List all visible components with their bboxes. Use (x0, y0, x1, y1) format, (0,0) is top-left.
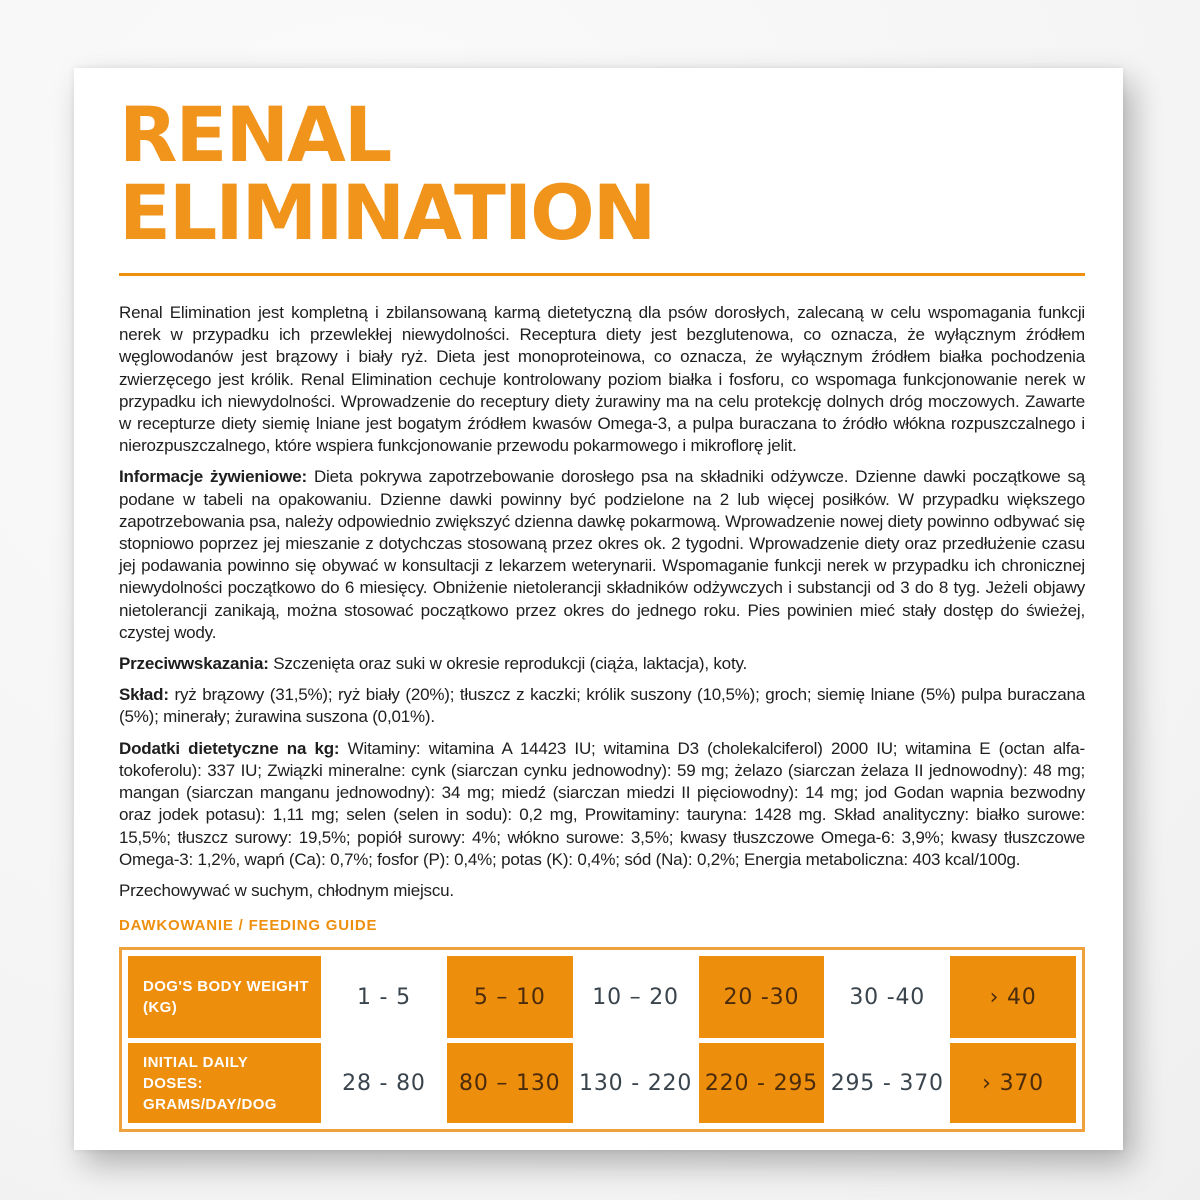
nutrition-paragraph (119, 466, 1085, 644)
table-row-header-body-weight: DOG'S BODY WEIGHT (KG) (128, 956, 321, 1038)
weight-range-cell: 30 -40 (824, 956, 950, 1038)
additives-paragraph (119, 738, 1085, 871)
dose-range-cell: 130 - 220 (573, 1043, 699, 1123)
dose-range-cell: › 370 (950, 1043, 1076, 1123)
contraindications-label: Przeciwwskazania: (119, 654, 269, 674)
dose-range-cell: 220 - 295 (699, 1043, 825, 1123)
weight-range-cell: › 40 (950, 956, 1076, 1038)
contraindications-text: Szczenięta oraz suki w okresie reprodukcji (ciąża, laktacja), koty. (273, 654, 748, 674)
dose-range-cell: 28 - 80 (321, 1043, 447, 1123)
storage-text: Przechowywać w suchym, chłodnym miejscu. (119, 880, 454, 900)
dose-range-cell: 295 - 370 (824, 1043, 950, 1123)
contraindications-paragraph (119, 653, 1085, 675)
additives-text: Witaminy: witamina A 14423 IU; witamina D3 (cholekalciferol) 2000 IU; witamina E (octan alfa-tokoferolu): 337 IU; Związki mineralne: cynk (siarczan cynku jednowodny): 59 mg; żelazo (siarczan żelaza II jednowodny): 48 mg; mangan (siarczan manganu jednowodny): 34 mg; miedź (siarczan miedzi II pięciowodny): 14 mg; jod Godan wapnia bezwodny oraz jodek potasu): 1,11 mg; selen (selen in sodu): 0,2 mg, Prowitaminy: tauryna: 1428 mg. Skład analityczny: białko surowe: 15,5%; tłuszcz surowy: 19,5%; popiół surowy: 4%; włókno surowe: 3,5%; kwasy tłuszczowe Omega-6: 3,9%; kwasy tłuszczowe Omega-3: 1,2%, wapń (Ca): 0,7%; fosfor (P): 0,4%; potas (K): 0,4%; sód (Na): 0,2%; Energia metaboliczna: 403 kcal/100g. (119, 738, 1086, 869)
product-title-line2: ELIMINATION (119, 167, 655, 257)
additives-label: Dodatki dietetyczne na kg: (119, 738, 340, 758)
product-description (119, 302, 1085, 902)
composition-label: Skład: (119, 685, 169, 705)
product-info-card (74, 68, 1123, 1150)
feeding-guide-heading: DAWKOWANIE / FEEDING GUIDE (119, 917, 378, 935)
product-title (119, 90, 1085, 257)
composition-paragraph (119, 684, 1085, 728)
composition-text: ryż brązowy (31,5%); ryż biały (20%); tłuszcz z kaczki; królik suszony (10,5%); groch; siemię lniane (5%) pulpa buraczana (5%); minerały; żurawina suszona (0,01%). (119, 685, 1085, 727)
title-divider (119, 273, 1085, 276)
weight-range-cell: 5 – 10 (447, 956, 573, 1038)
product-title-line1: RENAL (119, 90, 391, 179)
nutrition-label: Informacje żywieniowe: (119, 467, 307, 487)
weight-range-cell: 10 – 20 (573, 956, 699, 1038)
feeding-guide-table (119, 947, 1085, 1132)
table-row-header-daily-doses: INITIAL DAILY DOSES: GRAMS/DAY/DOG (128, 1043, 321, 1123)
intro-paragraph (119, 302, 1085, 457)
nutrition-text: Dieta pokrywa zapotrzebowanie dorosłego psa na składniki odżywcze. Dzienne dawki początkowe są podane w tabeli na opakowaniu. Dzienne dawki powinny być podzielone na 2 lub więcej posiłków. W przypadku większego zapotrzebowania psa, należy odpowiednio zwiększyć dzienna dawkę pokarmową. Wprowadzenie nowej diety powinno odbywać się stopniowo poprzez jej mieszanie z dotychczas stosowaną przez okres ok. 2 tygodni. Wprowadzenie diety oraz przedłużenie czasu jej podawania powinno się obywać w konsultacji z lekarzem weterynarii. Wspomaganie funkcji nerek w przypadku ich chronicznej niewydolności początkowo do 6 miesięcy. Obniżenie nietolerancji składników odżywczych i substancji od 3 do 8 tyg. Jeżeli objawy nietolerancji zanikają, można stosować początkowo przez okres do jednego roku. Pies powinien mieć stały dostęp do świeżej, czystej wody. (119, 467, 1086, 642)
weight-range-cell: 20 -30 (699, 956, 825, 1038)
storage-paragraph (119, 880, 1085, 902)
dose-range-cell: 80 – 130 (447, 1043, 573, 1123)
weight-range-cell: 1 - 5 (321, 956, 447, 1038)
intro-text: Renal Elimination jest kompletną i zbilansowaną karmą dietetyczną dla psów dorosłych, zalecaną w celu wspomagania funkcji nerek w przypadku ich przewlekłej niewydolności. Receptura diety jest bezglutenowa, co oznacza, że wyłącznym źródłem węglowodanów jest brązowy i biały ryż. Dieta jest monoproteinowa, co oznacza, że wyłącznym źródłem białka pochodzenia zwierzęcego jest królik. Renal Elimination cechuje kontrolowany poziom białka i fosforu, co wspomaga funkcjonowanie nerek w przypadku ich niewydolności. Wprowadzenie do receptury diety żurawiny ma na celu protekcję dolnych dróg moczowych. Zawarte w recepturze diety siemię lniane jest bogatym źródłem kwasów Omega-3, a pulpa buraczana to źródło włókna rozpuszczalnego i nierozpuszczalnego, które wspiera funkcjonowanie przewodu pokarmowego i mikroflorę jelit. (119, 303, 1085, 456)
